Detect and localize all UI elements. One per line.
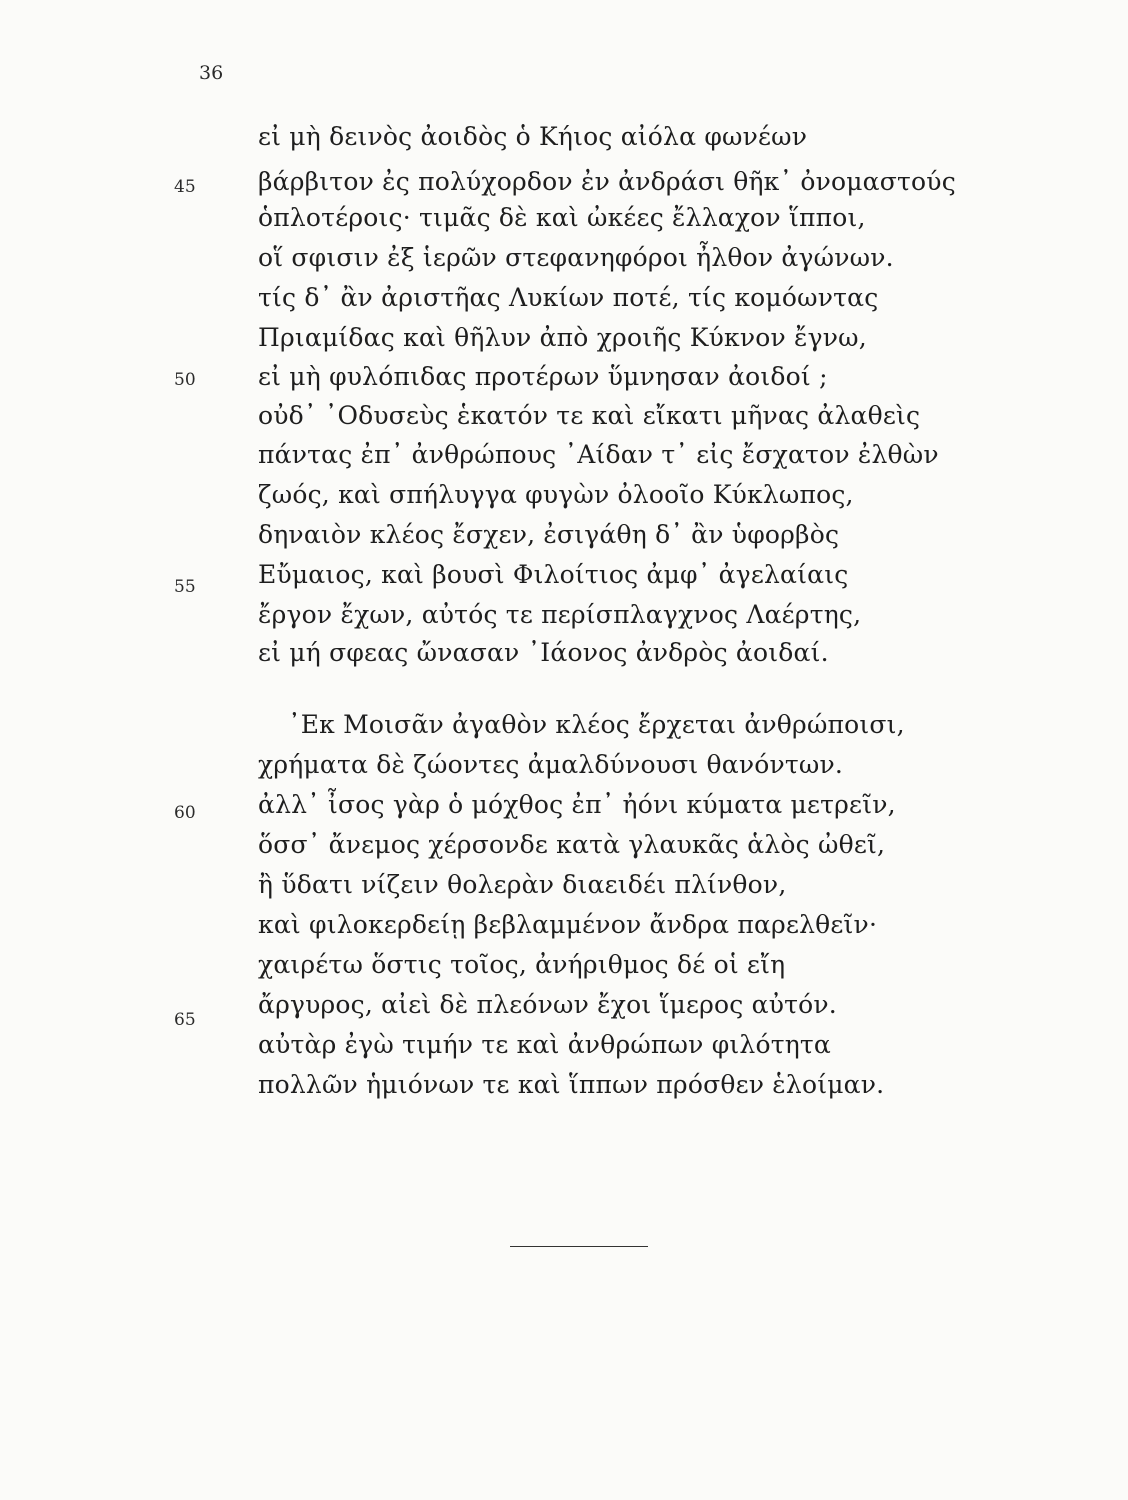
verse-line: ἔργον ἔχων, αὐτός τε περίσπλαγχνος Λαέρτης, bbox=[258, 600, 862, 629]
verse-line: οἵ σφισιν ἐξ ἱερῶν στεφανηφόροι ἦλθον ἀγώνων. bbox=[258, 243, 894, 272]
line-number: 50 bbox=[174, 370, 196, 390]
verse-line: οὐδ᾽ ᾿Οδυσεὺς ἑκατόν τε καὶ εἴκατι μῆνας ἀλαθεὶς bbox=[258, 401, 921, 430]
verse-line: Πριαμίδας καὶ θῆλυν ἀπὸ χροιῆς Κύκνον ἔγνω, bbox=[258, 323, 867, 352]
page-number: 36 bbox=[199, 62, 224, 84]
verse-line: εἰ μή σφεας ὤνασαν ᾿Ιάονος ἀνδρὸς ἀοιδαί. bbox=[258, 638, 829, 667]
line-number: 65 bbox=[174, 1010, 196, 1030]
line-number: 55 bbox=[174, 577, 196, 597]
verse-line: ἄργυρος, αἰεὶ δὲ πλεόνων ἔχοι ἵμερος αὐτόν. bbox=[258, 990, 837, 1019]
verse-line: ἀλλ᾽ ἶσος γὰρ ὁ μόχθος ἐπ᾽ ἠόνι κύματα μετρεῖν, bbox=[258, 790, 896, 819]
verse-line: πάντας ἐπ᾽ ἀνθρώπους ᾿Αίδαν τ᾽ εἰς ἔσχατον ἐλθὼν bbox=[258, 440, 939, 469]
verse-line: χαιρέτω ὅστις τοῖος, ἀνήριθμος δέ οἱ εἴη bbox=[258, 950, 786, 979]
verse-line: αὐτὰρ ἐγὼ τιμήν τε καὶ ἀνθρώπων φιλότητα bbox=[258, 1030, 832, 1059]
verse-line: ζωός, καὶ σπήλυγγα φυγὼν ὀλοοῖο Κύκλωπος, bbox=[258, 480, 854, 509]
verse-line: ᾿Εκ Μοισᾶν ἀγαθὸν κλέος ἔρχεται ἀνθρώποισι, bbox=[288, 710, 905, 739]
verse-line: καὶ φιλοκερδείῃ βεβλαμμένον ἄνδρα παρελθεῖν· bbox=[258, 910, 878, 939]
verse-line: ὅσσ᾽ ἄνεμος χέρσονδε κατὰ γλαυκᾶς ἁλὸς ὠθεῖ, bbox=[258, 830, 886, 859]
verse-line: βάρβιτον ἐς πολύχορδον ἐν ἀνδράσι θῆκ᾽ ὀνομαστούς bbox=[258, 167, 956, 196]
section-divider bbox=[510, 1246, 648, 1247]
verse-line: τίς δ᾽ ἂν ἀριστῆας Λυκίων ποτέ, τίς κομόωντας bbox=[258, 283, 879, 312]
verse-line: Εὔμαιος, καὶ βουσὶ Φιλοίτιος ἀμφ᾽ ἀγελαίαις bbox=[258, 560, 849, 589]
verse-line: εἰ μὴ δεινὸς ἀοιδὸς ὁ Κήιος αἰόλα φωνέων bbox=[258, 122, 808, 151]
verse-line: δηναιὸν κλέος ἔσχεν, ἐσιγάθη δ᾽ ἂν ὑφορβὸς bbox=[258, 520, 840, 549]
line-number: 60 bbox=[174, 803, 196, 823]
verse-line: εἰ μὴ φυλόπιδας προτέρων ὕμνησαν ἀοιδοί ; bbox=[258, 362, 828, 391]
verse-line: ἢ ὕδατι νίζειν θολερὰν διαειδέι πλίνθον, bbox=[258, 870, 787, 899]
verse-line: πολλῶν ἡμιόνων τε καὶ ἵππων πρόσθεν ἑλοίμαν. bbox=[258, 1070, 885, 1099]
line-number: 45 bbox=[174, 177, 196, 197]
verse-line: ὁπλοτέροις· τιμᾶς δὲ καὶ ὠκέες ἔλλαχον ἵπποι, bbox=[258, 203, 866, 232]
verse-line: χρήματα δὲ ζώοντες ἀμαλδύνουσι θανόντων. bbox=[258, 750, 844, 779]
